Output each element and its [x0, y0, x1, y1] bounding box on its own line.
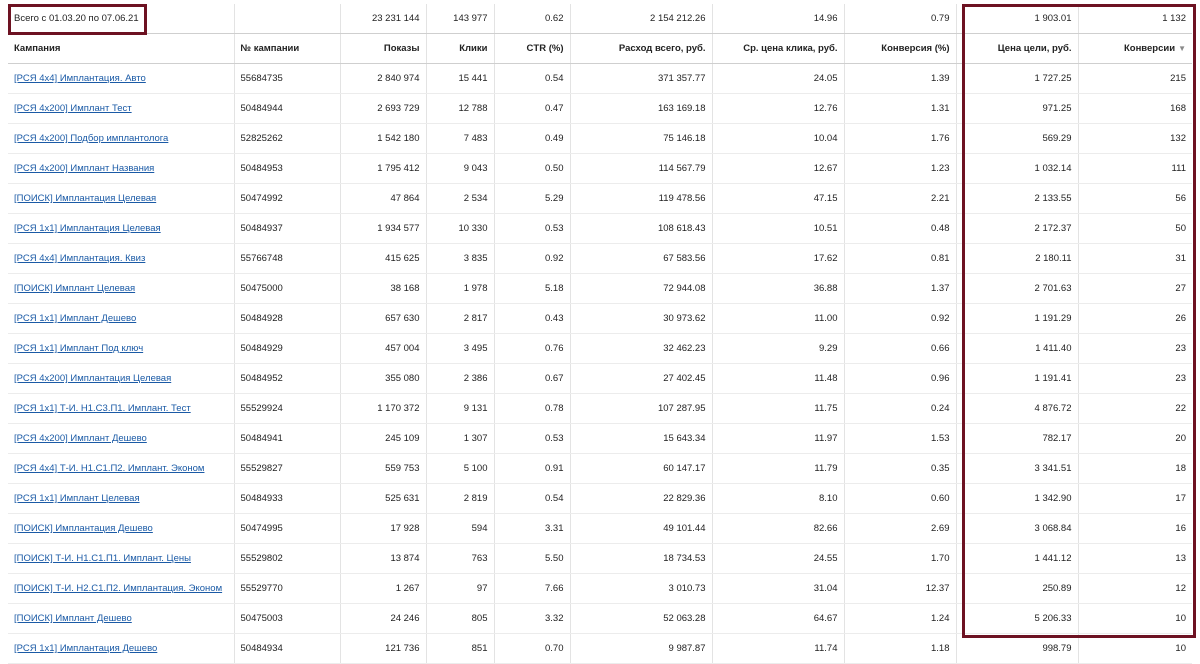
impressions-cell: 525 631 [340, 484, 426, 514]
campaign-id-cell: 50474995 [234, 514, 340, 544]
campaign-link[interactable]: [ПОИСК] Т-И. Н1.С1.П1. Имплант. Цены [14, 553, 191, 564]
campaign-name-cell [8, 394, 234, 424]
ctr-cell: 0.70 [494, 634, 570, 664]
campaign-id-cell: 50475003 [234, 604, 340, 634]
campaign-link[interactable]: [РСЯ 4х4] Имплантация. Квиз [14, 253, 146, 264]
conversions-cell: 31 [1078, 244, 1192, 274]
campaign-id-cell: 50484953 [234, 154, 340, 184]
conversions-cell: 16 [1078, 514, 1192, 544]
table-row [8, 124, 1192, 154]
campaign-id-cell: 50484928 [234, 304, 340, 334]
conv-rate-cell: 1.70 [844, 544, 956, 574]
clicks-cell: 9 131 [426, 394, 494, 424]
impressions-cell: 1 795 412 [340, 154, 426, 184]
goal-cost-cell: 971.25 [956, 94, 1078, 124]
campaign-id-cell: 50484937 [234, 214, 340, 244]
campaign-name-cell [8, 124, 234, 154]
conversions-cell: 56 [1078, 184, 1192, 214]
conversions-cell: 18 [1078, 454, 1192, 484]
clicks-cell: 2 534 [426, 184, 494, 214]
campaign-name-cell [8, 634, 234, 664]
table-row [8, 394, 1192, 424]
campaign-stats-table [8, 4, 1192, 664]
impressions-cell: 657 630 [340, 304, 426, 334]
goal-cost-cell: 5 206.33 [956, 604, 1078, 634]
conv-rate-cell: 1.53 [844, 424, 956, 454]
spend-cell: 18 734.53 [570, 544, 712, 574]
conv-rate-cell: 1.31 [844, 94, 956, 124]
spend-cell: 32 462.23 [570, 334, 712, 364]
conv-rate-cell: 0.60 [844, 484, 956, 514]
conv-rate-cell: 1.39 [844, 64, 956, 94]
conv-rate-cell: 1.76 [844, 124, 956, 154]
campaign-name-cell [8, 334, 234, 364]
ctr-cell: 0.92 [494, 244, 570, 274]
goal-cost-cell: 2 180.11 [956, 244, 1078, 274]
cpc-cell: 11.48 [712, 364, 844, 394]
goal-cost-cell: 1 727.25 [956, 64, 1078, 94]
impressions-cell: 38 168 [340, 274, 426, 304]
table-row [8, 304, 1192, 334]
table-row [8, 94, 1192, 124]
campaign-name-cell [8, 94, 234, 124]
cpc-cell: 47.15 [712, 184, 844, 214]
totals-impressions: 23 231 144 [340, 4, 426, 34]
campaign-link[interactable]: [РСЯ 1х1] Имплант Дешево [14, 313, 137, 324]
cpc-cell: 24.55 [712, 544, 844, 574]
ctr-cell: 0.54 [494, 484, 570, 514]
cpc-cell: 12.76 [712, 94, 844, 124]
goal-cost-cell: 3 341.51 [956, 454, 1078, 484]
campaign-link[interactable]: [ПОИСК] Т-И. Н2.С1.П2. Имплантация. Эконом [14, 583, 223, 594]
campaign-id-cell: 55529802 [234, 544, 340, 574]
conversions-cell: 26 [1078, 304, 1192, 334]
campaign-link[interactable]: [ПОИСК] Имплант Целевая [14, 283, 136, 294]
cpc-cell: 11.97 [712, 424, 844, 454]
conv-rate-cell: 0.48 [844, 214, 956, 244]
conv-rate-cell: 0.24 [844, 394, 956, 424]
campaign-id-cell: 55529827 [234, 454, 340, 484]
campaign-id-cell: 50474992 [234, 184, 340, 214]
conversions-cell: 23 [1078, 364, 1192, 394]
conversions-cell: 22 [1078, 394, 1192, 424]
table-row [8, 484, 1192, 514]
ctr-cell: 0.91 [494, 454, 570, 484]
campaign-name-cell [8, 484, 234, 514]
spend-cell: 119 478.56 [570, 184, 712, 214]
ctr-cell: 0.67 [494, 364, 570, 394]
goal-cost-cell: 998.79 [956, 634, 1078, 664]
campaign-name-cell [8, 574, 234, 604]
column-header-spend[interactable]: Расход всего, руб. [570, 34, 712, 64]
ctr-cell: 0.47 [494, 94, 570, 124]
clicks-cell: 12 788 [426, 94, 494, 124]
spend-cell: 15 643.34 [570, 424, 712, 454]
impressions-cell: 559 753 [340, 454, 426, 484]
campaign-name-cell [8, 304, 234, 334]
impressions-cell: 47 864 [340, 184, 426, 214]
conversions-cell: 23 [1078, 334, 1192, 364]
conversions-cell: 168 [1078, 94, 1192, 124]
table-row [8, 364, 1192, 394]
spend-cell: 52 063.28 [570, 604, 712, 634]
campaign-name-cell [8, 454, 234, 484]
table-row [8, 274, 1192, 304]
campaign-link[interactable]: [РСЯ 4х200] Имплант Тест [14, 103, 132, 114]
cpc-cell: 10.04 [712, 124, 844, 154]
conv-rate-cell: 1.37 [844, 274, 956, 304]
table-row [8, 154, 1192, 184]
conv-rate-cell: 2.69 [844, 514, 956, 544]
spend-cell: 114 567.79 [570, 154, 712, 184]
column-header-campaign-id[interactable]: № кампании [234, 34, 340, 64]
cpc-cell: 82.66 [712, 514, 844, 544]
totals-conversions: 1 132 [1078, 4, 1192, 34]
totals-clicks: 143 977 [426, 4, 494, 34]
campaign-id-cell: 50484933 [234, 484, 340, 514]
table-row [8, 514, 1192, 544]
goal-cost-cell: 4 876.72 [956, 394, 1078, 424]
spend-cell: 27 402.45 [570, 364, 712, 394]
campaign-link[interactable]: [РСЯ 4х200] Имплантация Целевая [14, 373, 172, 384]
conversions-cell: 17 [1078, 484, 1192, 514]
goal-cost-cell: 1 191.29 [956, 304, 1078, 334]
column-header-row [8, 34, 1192, 64]
impressions-cell: 2 840 974 [340, 64, 426, 94]
ctr-cell: 0.76 [494, 334, 570, 364]
impressions-cell: 17 928 [340, 514, 426, 544]
totals-row [8, 4, 1192, 34]
table-row [8, 214, 1192, 244]
goal-cost-cell: 250.89 [956, 574, 1078, 604]
totals-id-cell [234, 4, 340, 34]
conv-rate-cell: 0.35 [844, 454, 956, 484]
ctr-cell: 0.43 [494, 304, 570, 334]
ctr-cell: 5.50 [494, 544, 570, 574]
table-row [8, 334, 1192, 364]
clicks-cell: 3 835 [426, 244, 494, 274]
campaign-name-cell [8, 544, 234, 574]
campaign-id-cell: 55684735 [234, 64, 340, 94]
spend-cell: 9 987.87 [570, 634, 712, 664]
ctr-cell: 5.18 [494, 274, 570, 304]
cpc-cell: 9.29 [712, 334, 844, 364]
clicks-cell: 2 817 [426, 304, 494, 334]
conversions-cell: 12 [1078, 574, 1192, 604]
cpc-cell: 8.10 [712, 484, 844, 514]
goal-cost-cell: 1 411.40 [956, 334, 1078, 364]
totals-conv-rate: 0.79 [844, 4, 956, 34]
campaign-name-cell [8, 514, 234, 544]
goal-cost-cell: 2 701.63 [956, 274, 1078, 304]
spend-cell: 3 010.73 [570, 574, 712, 604]
clicks-cell: 9 043 [426, 154, 494, 184]
conversions-cell: 111 [1078, 154, 1192, 184]
goal-cost-cell: 782.17 [956, 424, 1078, 454]
clicks-cell: 2 819 [426, 484, 494, 514]
spend-cell: 371 357.77 [570, 64, 712, 94]
campaign-id-cell: 50475000 [234, 274, 340, 304]
conversions-cell: 132 [1078, 124, 1192, 154]
campaign-link[interactable]: [РСЯ 4х200] Имплант Названия [14, 163, 155, 174]
campaign-link[interactable]: [РСЯ 1х1] Имплантация Целевая [14, 223, 161, 234]
column-header-cpc[interactable]: Ср. цена клика, руб. [712, 34, 844, 64]
spend-cell: 60 147.17 [570, 454, 712, 484]
cpc-cell: 10.51 [712, 214, 844, 244]
spend-cell: 163 169.18 [570, 94, 712, 124]
cpc-cell: 11.74 [712, 634, 844, 664]
table-row [8, 574, 1192, 604]
ctr-cell: 0.50 [494, 154, 570, 184]
spend-cell: 75 146.18 [570, 124, 712, 154]
table-row [8, 244, 1192, 274]
impressions-cell: 121 736 [340, 634, 426, 664]
clicks-cell: 851 [426, 634, 494, 664]
column-header-campaign[interactable]: Кампания [8, 34, 234, 64]
impressions-cell: 355 080 [340, 364, 426, 394]
goal-cost-cell: 3 068.84 [956, 514, 1078, 544]
clicks-cell: 594 [426, 514, 494, 544]
conv-rate-cell: 0.81 [844, 244, 956, 274]
campaign-link[interactable]: [РСЯ 4х200] Имплант Дешево [14, 433, 147, 444]
goal-cost-cell: 1 032.14 [956, 154, 1078, 184]
clicks-cell: 5 100 [426, 454, 494, 484]
impressions-cell: 245 109 [340, 424, 426, 454]
campaign-link[interactable]: [ПОИСК] Имплантация Целевая [14, 193, 157, 204]
campaign-id-cell: 50484941 [234, 424, 340, 454]
column-header-conv-rate[interactable]: Конверсия (%) [844, 34, 956, 64]
cpc-cell: 36.88 [712, 274, 844, 304]
cpc-cell: 24.05 [712, 64, 844, 94]
table-row [8, 544, 1192, 574]
campaign-id-cell: 50484929 [234, 334, 340, 364]
conv-rate-cell: 1.23 [844, 154, 956, 184]
clicks-cell: 7 483 [426, 124, 494, 154]
campaign-id-cell: 50484944 [234, 94, 340, 124]
totals-period-label: Всего с 01.03.20 по 07.06.21 [8, 4, 234, 34]
spend-cell: 30 973.62 [570, 304, 712, 334]
clicks-cell: 2 386 [426, 364, 494, 394]
campaign-link[interactable]: [РСЯ 4х4] Имплантация. Авто [14, 73, 146, 84]
totals-spend: 2 154 212.26 [570, 4, 712, 34]
column-header-goal-cost[interactable]: Цена цели, руб. [956, 34, 1078, 64]
campaign-link[interactable]: [РСЯ 1х1] Т-И. Н1.С3.П1. Имплант. Тест [14, 403, 191, 414]
clicks-cell: 763 [426, 544, 494, 574]
table-row [8, 604, 1192, 634]
cpc-cell: 11.75 [712, 394, 844, 424]
impressions-cell: 457 004 [340, 334, 426, 364]
table-row [8, 184, 1192, 214]
ctr-cell: 5.29 [494, 184, 570, 214]
clicks-cell: 1 978 [426, 274, 494, 304]
column-header-clicks[interactable]: Клики [426, 34, 494, 64]
goal-cost-cell: 1 342.90 [956, 484, 1078, 514]
campaign-link[interactable]: [РСЯ 4х200] Подбор имплантолога [14, 133, 169, 144]
conv-rate-cell: 1.24 [844, 604, 956, 634]
goal-cost-cell: 569.29 [956, 124, 1078, 154]
conversions-cell: 20 [1078, 424, 1192, 454]
campaign-id-cell: 52825262 [234, 124, 340, 154]
impressions-cell: 1 170 372 [340, 394, 426, 424]
table-row [8, 424, 1192, 454]
conv-rate-cell: 2.21 [844, 184, 956, 214]
ctr-cell: 7.66 [494, 574, 570, 604]
impressions-cell: 1 934 577 [340, 214, 426, 244]
campaign-name-cell [8, 424, 234, 454]
campaign-link[interactable]: [ПОИСК] Имплантация Дешево [14, 523, 153, 534]
impressions-cell: 13 874 [340, 544, 426, 574]
campaign-name-cell [8, 64, 234, 94]
spend-cell: 22 829.36 [570, 484, 712, 514]
conversions-cell: 10 [1078, 604, 1192, 634]
column-header-conversions[interactable] [1078, 34, 1192, 64]
ctr-cell: 3.32 [494, 604, 570, 634]
sort-desc-icon[interactable]: ▼ [1178, 44, 1186, 53]
spend-cell: 67 583.56 [570, 244, 712, 274]
ctr-cell: 0.53 [494, 424, 570, 454]
clicks-cell: 3 495 [426, 334, 494, 364]
campaign-name-cell [8, 274, 234, 304]
conv-rate-cell: 0.96 [844, 364, 956, 394]
table-row [8, 634, 1192, 664]
conv-rate-cell: 0.92 [844, 304, 956, 334]
campaign-id-cell: 50484952 [234, 364, 340, 394]
impressions-cell: 2 693 729 [340, 94, 426, 124]
campaign-name-cell [8, 364, 234, 394]
goal-cost-cell: 1 441.12 [956, 544, 1078, 574]
clicks-cell: 15 441 [426, 64, 494, 94]
campaign-name-cell [8, 154, 234, 184]
spend-cell: 49 101.44 [570, 514, 712, 544]
campaign-name-cell [8, 214, 234, 244]
conversions-cell: 50 [1078, 214, 1192, 244]
ctr-cell: 0.78 [494, 394, 570, 424]
goal-cost-cell: 2 133.55 [956, 184, 1078, 214]
table-body [8, 64, 1192, 664]
campaign-id-cell: 55529924 [234, 394, 340, 424]
spend-cell: 107 287.95 [570, 394, 712, 424]
column-header-ctr[interactable]: CTR (%) [494, 34, 570, 64]
conversions-cell: 10 [1078, 634, 1192, 664]
ctr-cell: 3.31 [494, 514, 570, 544]
campaign-link[interactable]: [РСЯ 1х1] Имплант Целевая [14, 493, 140, 504]
goal-cost-cell: 2 172.37 [956, 214, 1078, 244]
cpc-cell: 64.67 [712, 604, 844, 634]
table-row [8, 64, 1192, 94]
campaign-id-cell: 55529770 [234, 574, 340, 604]
clicks-cell: 1 307 [426, 424, 494, 454]
campaign-link[interactable]: [РСЯ 1х1] Имплантация Дешево [14, 643, 158, 654]
impressions-cell: 415 625 [340, 244, 426, 274]
conv-rate-cell: 12.37 [844, 574, 956, 604]
cpc-cell: 11.00 [712, 304, 844, 334]
column-header-conversions-label: Конверсии [1123, 43, 1176, 54]
clicks-cell: 10 330 [426, 214, 494, 244]
impressions-cell: 1 267 [340, 574, 426, 604]
conversions-cell: 215 [1078, 64, 1192, 94]
spend-cell: 72 944.08 [570, 274, 712, 304]
totals-cpc: 14.96 [712, 4, 844, 34]
totals-goal-cost: 1 903.01 [956, 4, 1078, 34]
campaign-link[interactable]: [ПОИСК] Имплант Дешево [14, 613, 132, 624]
campaign-link[interactable]: [РСЯ 1х1] Имплант Под ключ [14, 343, 144, 354]
spend-cell: 108 618.43 [570, 214, 712, 244]
campaign-name-cell [8, 604, 234, 634]
cpc-cell: 12.67 [712, 154, 844, 184]
ctr-cell: 0.53 [494, 214, 570, 244]
ctr-cell: 0.49 [494, 124, 570, 154]
cpc-cell: 17.62 [712, 244, 844, 274]
cpc-cell: 11.79 [712, 454, 844, 484]
campaign-link[interactable]: [РСЯ 4х4] Т-И. Н1.С1.П2. Имплант. Эконом [14, 463, 205, 474]
campaign-id-cell: 55766748 [234, 244, 340, 274]
conv-rate-cell: 0.66 [844, 334, 956, 364]
conversions-cell: 27 [1078, 274, 1192, 304]
goal-cost-cell: 1 191.41 [956, 364, 1078, 394]
campaign-name-cell [8, 244, 234, 274]
cpc-cell: 31.04 [712, 574, 844, 604]
clicks-cell: 805 [426, 604, 494, 634]
conv-rate-cell: 1.18 [844, 634, 956, 664]
campaign-name-cell [8, 184, 234, 214]
totals-ctr: 0.62 [494, 4, 570, 34]
campaign-id-cell: 50484934 [234, 634, 340, 664]
table-row [8, 454, 1192, 484]
impressions-cell: 24 246 [340, 604, 426, 634]
conversions-cell: 13 [1078, 544, 1192, 574]
clicks-cell: 97 [426, 574, 494, 604]
ctr-cell: 0.54 [494, 64, 570, 94]
impressions-cell: 1 542 180 [340, 124, 426, 154]
column-header-impressions[interactable]: Показы [340, 34, 426, 64]
